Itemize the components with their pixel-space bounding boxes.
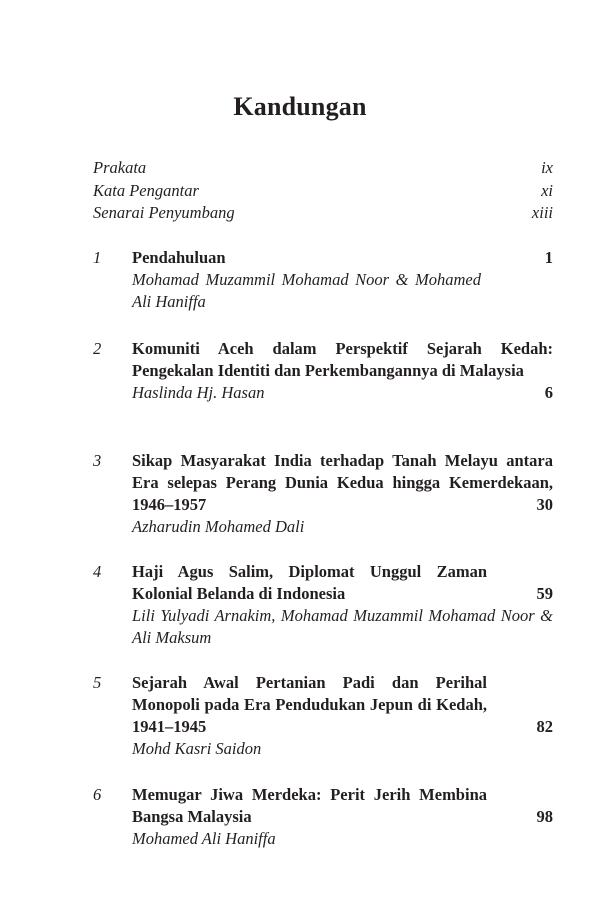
- chapter-page-number: 30: [536, 495, 553, 514]
- chapter-number: 5: [93, 673, 102, 692]
- chapter-entry-4[interactable]: [93, 561, 553, 649]
- front-matter-item-prakata[interactable]: [93, 157, 553, 180]
- chapter-number: 3: [93, 451, 102, 470]
- chapter-title: Komuniti Aceh dalam Perspektif Sejarah Kedah: Pengekalan Identiti dan Perkembangannya di Malaysia: [132, 339, 553, 380]
- chapter-number: 4: [93, 562, 102, 581]
- chapter-authors: Mohamad Muzammil Mohamad Noor & Mohamed Ali Haniffa: [132, 270, 481, 311]
- front-matter-item-senarai-penyumbang[interactable]: [93, 202, 553, 225]
- chapter-title: Memugar Jiwa Merdeka: Perit Jerih Membina Bangsa Malaysia: [132, 785, 487, 826]
- chapter-page-number: 98: [536, 807, 553, 826]
- chapter-page-number: 82: [536, 717, 553, 736]
- chapter-page-number: 6: [544, 383, 553, 402]
- chapter-entry-3[interactable]: [93, 450, 553, 538]
- front-matter-page: xiii: [531, 203, 553, 222]
- front-matter-label: Kata Pengantar: [93, 180, 199, 200]
- chapter-title: Sejarah Awal Pertanian Padi dan Perihal Monopoli pada Era Pendudukan Jepun di Kedah, 1941–1945: [132, 673, 487, 736]
- chapter-entry-6[interactable]: [93, 784, 553, 850]
- chapter-number: 1: [93, 248, 102, 267]
- chapter-title: Sikap Masyarakat India terhadap Tanah Melayu antara Era selepas Perang Dunia Kedua hingga Kemerdekaan, 1946–1957: [132, 451, 553, 514]
- chapter-title: Haji Agus Salim, Diplomat Unggul Zaman Kolonial Belanda di Indonesia: [132, 562, 487, 603]
- chapter-authors: Azharudin Mohamed Dali: [132, 517, 305, 536]
- front-matter-item-kata-pengantar[interactable]: [93, 180, 553, 203]
- chapter-entry-2[interactable]: [93, 338, 553, 404]
- chapter-number: 6: [93, 785, 102, 804]
- chapter-entry-1[interactable]: [93, 247, 553, 313]
- chapter-page-number: 59: [536, 584, 553, 603]
- front-matter-label: Senarai Penyumbang: [93, 203, 235, 222]
- chapter-authors: Mohamed Ali Haniffa: [132, 829, 276, 848]
- chapter-entry-5[interactable]: [93, 672, 553, 760]
- front-matter-page: ix: [541, 158, 553, 177]
- chapter-authors: Mohd Kasri Saidon: [132, 739, 262, 758]
- front-matter-list: [93, 157, 553, 225]
- chapter-title: Pendahuluan: [132, 248, 226, 267]
- chapter-authors: Lili Yulyadi Arnakim, Mohamad Muzammil Mohamad Noor & Ali Maksum: [132, 606, 553, 647]
- chapter-number: 2: [93, 339, 102, 358]
- page-title: Kandungan: [233, 92, 367, 121]
- front-matter-label: Prakata: [93, 158, 147, 177]
- chapter-authors: Haslinda Hj. Hasan: [132, 383, 265, 402]
- front-matter-page: xi: [541, 180, 553, 200]
- chapter-page-number: 1: [544, 248, 553, 267]
